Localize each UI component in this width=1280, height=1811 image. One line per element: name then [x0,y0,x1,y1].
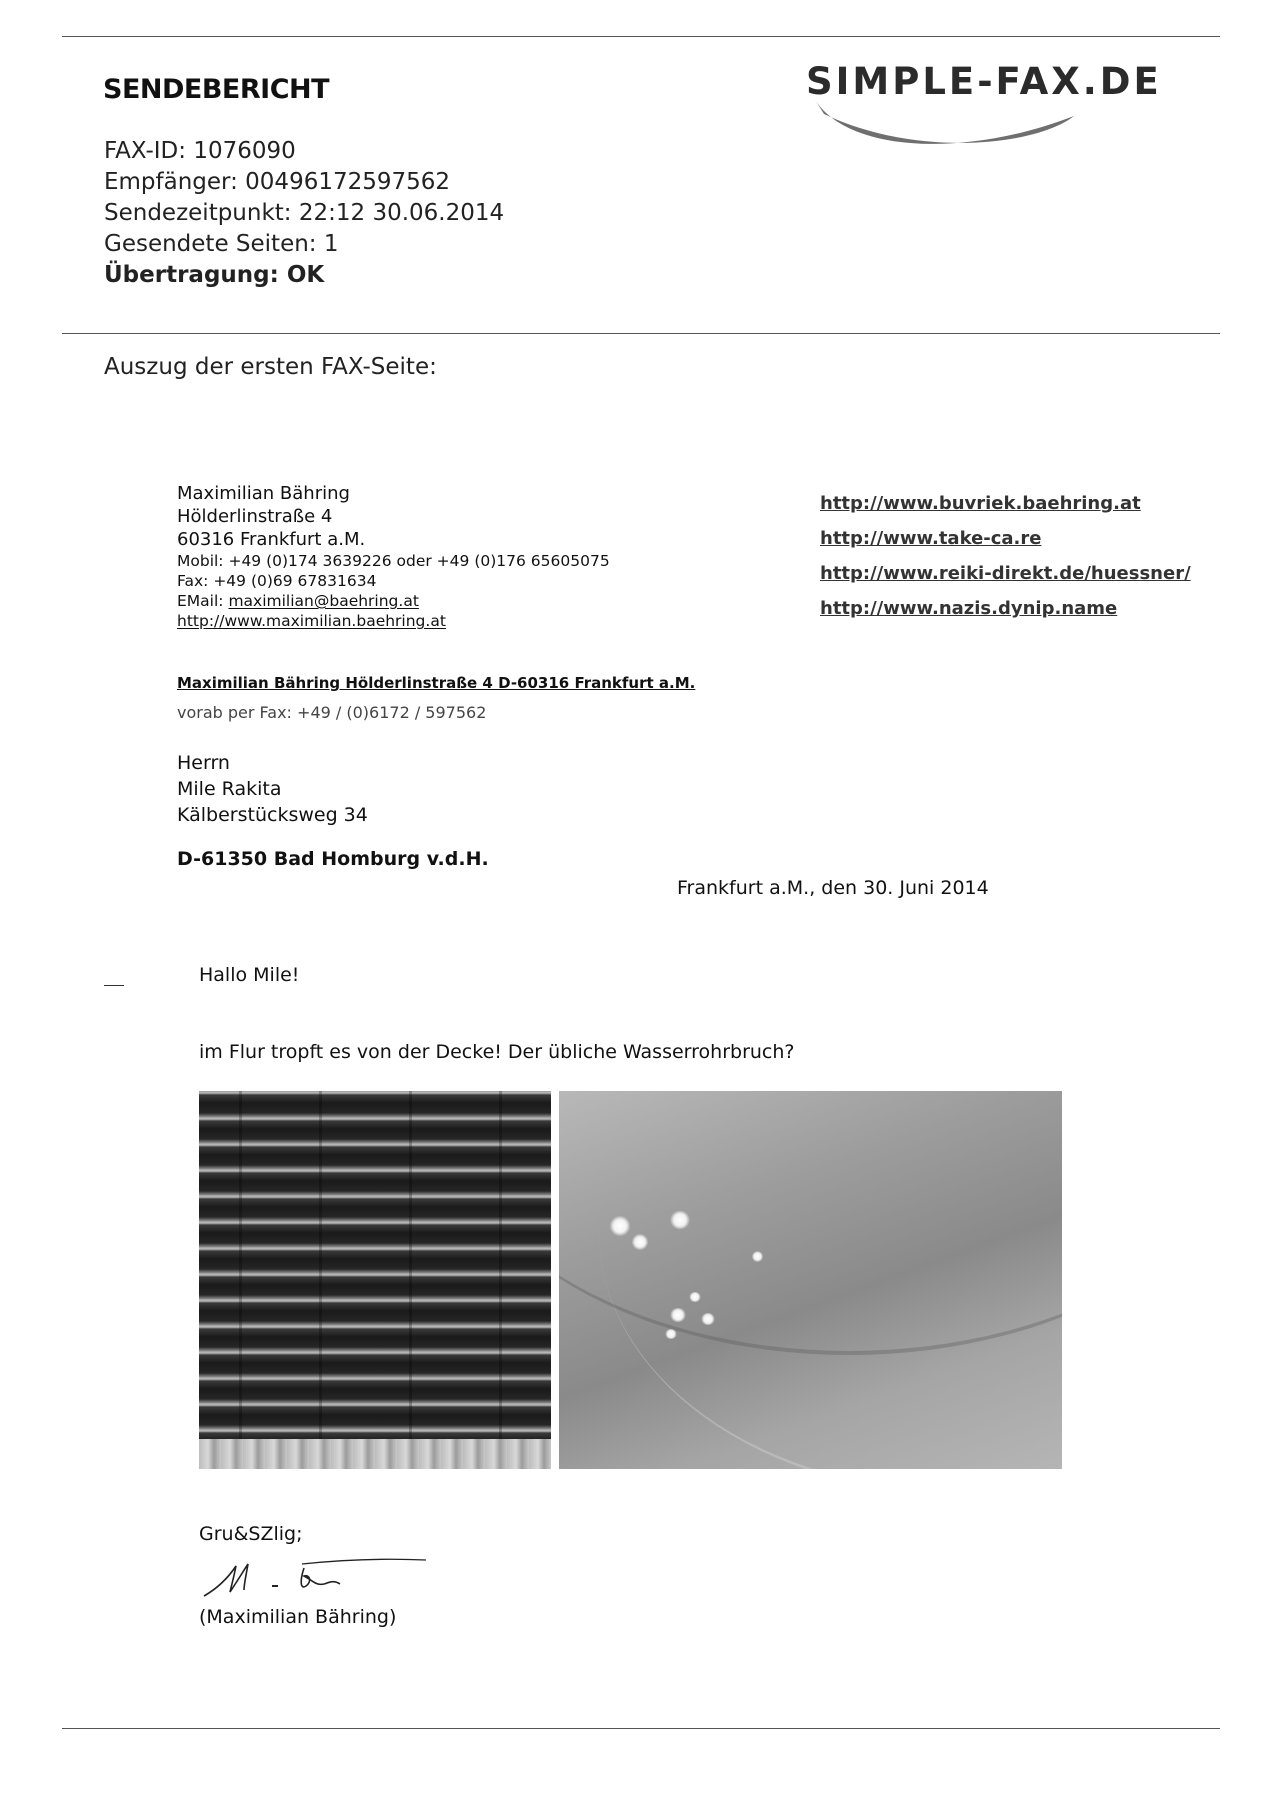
recipient-city: D-61350 Bad Homburg v.d.H. [177,848,489,870]
report-title: SENDEBERICHT [103,74,330,105]
handwritten-signature [200,1556,430,1606]
photo-detail [319,1091,322,1439]
photo-detail [499,1091,502,1439]
sender-name: Maximilian Bähring [177,483,350,504]
sender-mobile: Mobil: +49 (0)174 3639226 oder +49 (0)176 65605075 [177,552,610,570]
fax-transmission-status: Übertragung: OK [104,262,325,288]
sender-fax: Fax: +49 (0)69 67831634 [177,572,377,590]
top-rule [62,36,1220,37]
link-nazis-dynip[interactable]: http://www.nazis.dynip.name [820,598,1118,619]
sender-street: Hölderlinstraße 4 [177,506,333,527]
recipient-street: Kälberstücksweg 34 [177,804,368,826]
link-buvriek[interactable]: http://www.buvriek.baehring.at [820,493,1141,514]
link-reiki-direkt[interactable]: http://www.reiki-direkt.de/huessner/ [820,563,1191,584]
letter-closing: Gru&SZlig; [199,1523,303,1545]
simple-fax-logo [806,58,1206,153]
return-address: Maximilian Bähring Hölderlinstraße 4 D-60316 Frankfurt a.M. [177,674,696,692]
water-drop [632,1234,648,1250]
sender-email-line [177,591,610,611]
sender-email-label: EMail: [177,592,229,610]
header-rule [62,333,1220,334]
letter-body: im Flur tropft es von der Decke! Der übliche Wasserrohrbruch? [199,1041,795,1063]
sender-website-link[interactable]: http://www.maximilian.baehring.at [177,612,446,630]
signature-name: (Maximilian Bähring) [199,1606,397,1628]
photo-detail [599,1091,1062,1469]
recipient-name: Mile Rakita [177,778,282,800]
water-drop [670,1308,686,1322]
bottom-rule [62,1728,1220,1729]
links-block [820,486,1191,626]
photo-ceiling-grate [199,1091,551,1469]
fax-send-time: Sendezeitpunkt: 22:12 30.06.2014 [104,200,505,226]
photo-water-drops [559,1091,1062,1469]
fax-meta [104,136,504,291]
photo-detail [239,1091,242,1439]
photo-detail [199,1439,551,1469]
fax-recipient: Empfänger: 00496172597562 [104,169,451,195]
sender-website-line [177,611,610,631]
sender-block [177,482,610,631]
fax-id: FAX-ID: 1076090 [104,138,296,164]
letter-greeting: Hallo Mile! [199,964,300,986]
water-drop [701,1313,715,1325]
logo-text: SIMPLE-FAX.DE [806,60,1162,103]
photo-detail [409,1091,412,1439]
water-drop [610,1216,630,1236]
fold-mark [104,985,124,986]
link-take-care[interactable]: http://www.take-ca.re [820,528,1042,549]
fax-pages-sent: Gesendete Seiten: 1 [104,231,339,257]
water-drop [752,1251,763,1262]
fax-note: vorab per Fax: +49 / (0)6172 / 597562 [177,703,487,722]
water-drop [665,1329,677,1339]
recipient-salutation: Herrn [177,752,230,774]
sender-city: 60316 Frankfurt a.M. [177,529,366,550]
sender-email-link[interactable]: maximilian@baehring.at [228,592,419,610]
excerpt-label: Auszug der ersten FAX-Seite: [104,354,437,380]
water-drop [689,1292,701,1302]
letter-date: Frankfurt a.M., den 30. Juni 2014 [677,877,989,899]
water-drop [670,1211,690,1229]
recipient-address [177,750,489,872]
